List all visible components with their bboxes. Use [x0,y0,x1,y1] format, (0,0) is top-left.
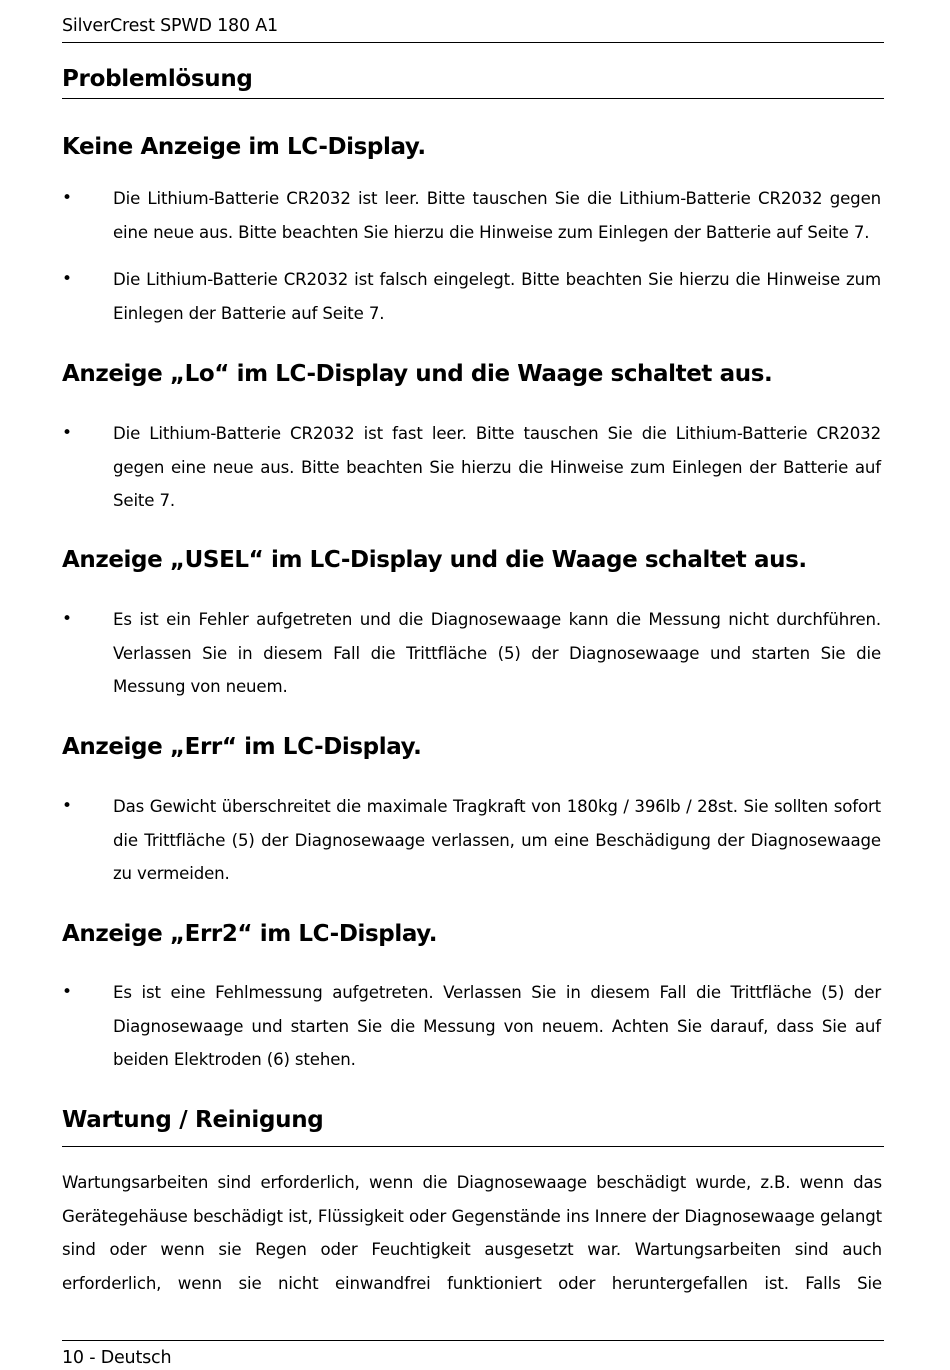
list-item-text: Die Lithium-Batterie CR2032 ist falsch eingelegt. Bitte beachten Sie hierzu die Hinweise zum Einlegen der Batterie auf Seite 7. [113,270,881,323]
list-item-text: Die Lithium-Batterie CR2032 ist fast leer. Bitte tauschen Sie die Lithium-Batterie CR2032 gegen eine neue aus. Bitte beachten Sie hierzu die Hinweise zum Einlegen der Batterie auf Seite 7. [113,424,881,510]
list-item [62,603,884,704]
bullet-icon: • [62,796,73,816]
subsection-title-lo: Anzeige „Lo“ im LC-Display und die Waage schaltet aus. [62,361,773,387]
section-title-wartung: Wartung / Reinigung [62,1107,324,1133]
list-item [62,417,884,518]
subsection-title-err: Anzeige „Err“ im LC-Display. [62,734,422,760]
bullet-icon: • [62,609,73,629]
list-item-text: Die Lithium-Batterie CR2032 ist leer. Bitte tauschen Sie die Lithium-Batterie CR2032 gegen eine neue aus. Bitte beachten Sie hierzu die Hinweise zum Einlegen der Batterie auf Seite 7. [113,189,881,242]
body-paragraph: Wartungsarbeiten sind erforderlich, wenn die Diagnosewaage beschädigt wurde, z.B. wenn das Gerätegehäuse beschädigt ist, Flüssigkeit oder Gegenstände ins Innere der Diagnosewaage gelangt sind oder wenn sie Regen oder Feuchtigkeit ausgesetzt war. Wartungsarbeiten sind auch erforderlich, wenn sie nicht einwandfrei funktioniert oder heruntergefallen ist. Falls Sie [62,1173,882,1293]
bullet-icon: • [62,269,73,289]
bullet-icon: • [62,423,73,443]
bullet-icon: • [62,982,73,1002]
list-item-text: Es ist ein Fehler aufgetreten und die Diagnosewaage kann die Messung nicht durchführen. Verlassen Sie in diesem Fall die Trittfläche (5) der Diagnosewaage und starten Sie die Messung von neuem. [113,610,881,696]
bullet-icon: • [62,188,73,208]
list-item-text: Das Gewicht überschreitet die maximale Tragkraft von 180kg / 396lb / 28st. Sie sollten sofort die Trittfläche (5) der Diagnosewaage verlassen, um eine Beschädigung der Diagnosewaage zu vermeiden. [113,797,881,883]
list-item [62,182,884,249]
subsection-title-err2: Anzeige „Err2“ im LC-Display. [62,921,438,947]
subsection-title-no-display: Keine Anzeige im LC-Display. [62,134,426,160]
list-item [62,263,884,330]
section-rule [62,1146,884,1147]
list-item-text: Es ist eine Fehlmessung aufgetreten. Verlassen Sie in diesem Fall die Trittfläche (5) der Diagnosewaage und starten Sie die Messung von neuem. Achten Sie darauf, dass Sie auf beiden Elektroden (6) stehen. [113,983,881,1069]
section-rule [62,98,884,99]
list-item [62,790,884,891]
running-header: SilverCrest SPWD 180 A1 [62,16,278,36]
footer-rule [62,1340,884,1341]
section-title-problemloesung: Problemlösung [62,66,253,92]
header-rule [62,42,884,43]
subsection-title-usel: Anzeige „USEL“ im LC-Display und die Waage schaltet aus. [62,547,807,573]
list-item [62,976,884,1077]
page-footer: 10 - Deutsch [62,1348,172,1368]
